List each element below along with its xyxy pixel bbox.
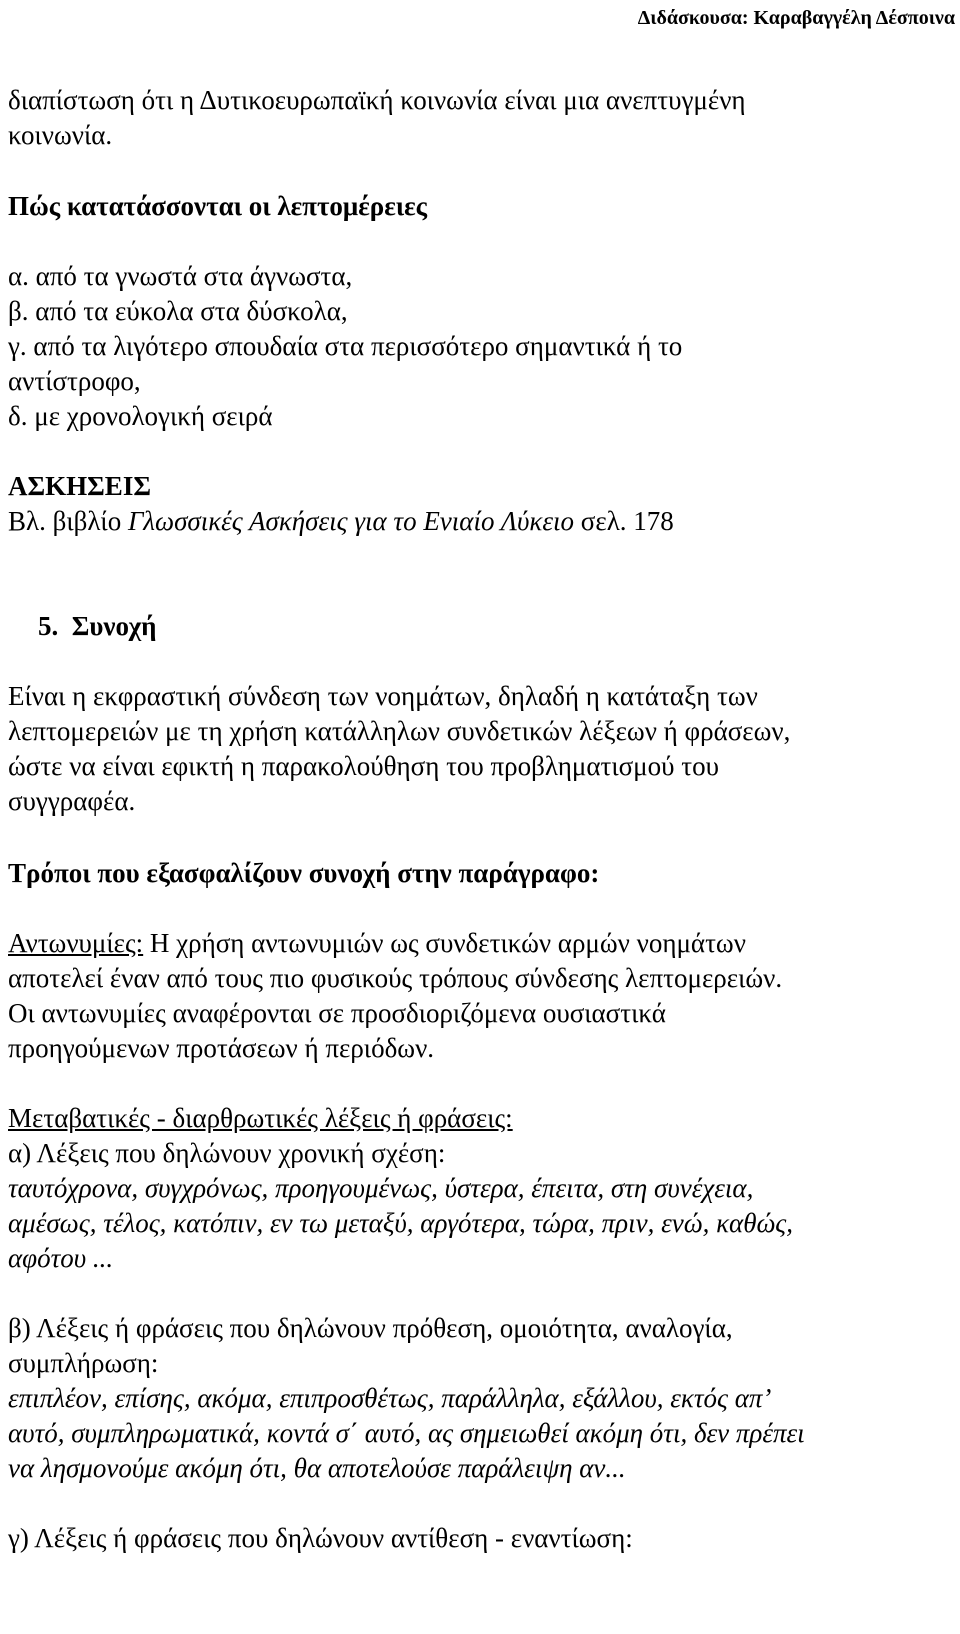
transitions-c-heading: γ) Λέξεις ή φράσεις που δηλώνουν αντίθεση - εναντίωση: <box>8 1523 633 1553</box>
pronouns-line: αποτελεί έναν από τους πιο φυσικούς τρόπους σύνδεσης λεπτομερειών. <box>8 963 783 993</box>
transitions-a-heading: α) Λέξεις που δηλώνουν χρονική σχέση: <box>8 1138 446 1168</box>
pronouns-line-1-text: Η χρήση αντωνυμιών ως συνδετικών αρμών νοημάτων <box>143 928 746 958</box>
transitions-a-examples-line: ταυτόχρονα, συγχρόνως, προηγουμένως, ύστερα, έπειτα, στη συνέχεια, <box>8 1173 754 1203</box>
exercises-ref-title: Γλωσσικές Ασκήσεις για το Ενιαίο Λύκειο <box>127 506 575 536</box>
transitions-b-examples-line: αυτό, συμπληρωματικά, κοντά σ΄ αυτό, ας σημειωθεί ακόμη ότι, δεν πρέπει <box>8 1418 805 1448</box>
ordering-item: γ. από τα λιγότερο σπουδαία στα περισσότερο σημαντικά ή το <box>8 331 683 361</box>
cohesion-ways-heading: Τρόποι που εξασφαλίζουν συνοχή στην παράγραφο: <box>8 858 600 888</box>
transitions-b-examples-line: επιπλέον, επίσης, ακόμα, επιπροσθέτως, παράλληλα, εξάλλου, εκτός απ’ <box>8 1383 772 1413</box>
pronouns-label: Αντωνυμίες: <box>8 928 144 958</box>
exercises-reference <box>8 505 674 537</box>
pronouns-line: προηγούμενων προτάσεων ή περιόδων. <box>8 1033 435 1063</box>
cohesion-definition-line: λεπτομερειών με τη χρήση κατάλληλων συνδετικών λέξεων ή φράσεων, <box>8 716 791 746</box>
pronouns-line: Οι αντωνυμίες αναφέρονται σε προσδιοριζόμενα ουσιαστικά <box>8 998 666 1028</box>
transitions-label: Μεταβατικές - διαρθρωτικές λέξεις ή φράσεις: <box>8 1103 513 1133</box>
transitions-a-examples-line: αμέσως, τέλος, κατόπιν, εν τω μεταξύ, αργότερα, τώρα, πριν, ενώ, καθώς, <box>8 1208 794 1238</box>
ordering-item: β. από τα εύκολα στα δύσκολα, <box>8 296 348 326</box>
transitions-b-heading-line: β) Λέξεις ή φράσεις που δηλώνουν πρόθεση, ομοιότητα, αναλογία, <box>8 1313 733 1343</box>
intro-line-2: κοινωνία. <box>8 120 113 150</box>
pronouns-line-1 <box>8 927 746 959</box>
transitions-a-examples-line: αφότου ... <box>8 1243 114 1273</box>
cohesion-heading: 5. Συνοχή <box>38 611 157 641</box>
transitions-b-examples-line: να λησμονούμε ακόμη ότι, θα αποτελούσε παράλειψη αν... <box>8 1453 626 1483</box>
exercises-ref-prefix: Βλ. βιβλίο <box>8 506 128 536</box>
transitions-b-heading-line: συμπλήρωση: <box>8 1348 159 1378</box>
intro-line-1: διαπίστωση ότι η Δυτικοευρωπαϊκή κοινωνία είναι μια ανεπτυγμένη <box>8 85 746 115</box>
cohesion-definition-line: ώστε να είναι εφικτή η παρακολούθηση του προβληματισμού του <box>8 751 719 781</box>
cohesion-definition-line: συγγραφέα. <box>8 786 136 816</box>
ordering-heading: Πώς κατατάσσονται οι λεπτομέρειες <box>8 191 428 221</box>
cohesion-definition-line: Είναι η εκφραστική σύνδεση των νοημάτων, δηλαδή η κατάταξη των <box>8 681 758 711</box>
ordering-item: αντίστροφο, <box>8 366 141 396</box>
ordering-item: α. από τα γνωστά στα άγνωστα, <box>8 261 353 291</box>
exercises-ref-suffix: σελ. 178 <box>574 506 674 536</box>
exercises-heading: ΑΣΚΗΣΕΙΣ <box>8 471 151 501</box>
page-header-author: Διδάσκουσα: Καραβαγγέλη Δέσποινα <box>637 7 955 29</box>
ordering-item: δ. με χρονολογική σειρά <box>8 401 273 431</box>
